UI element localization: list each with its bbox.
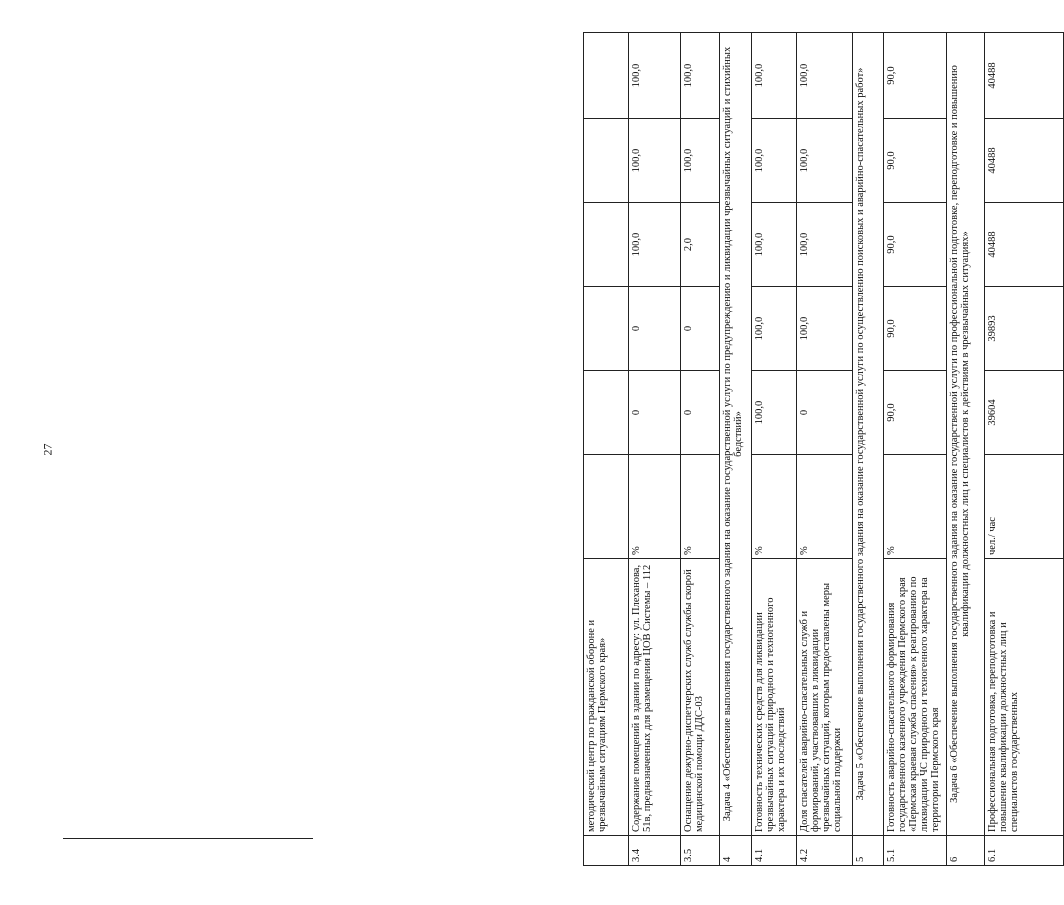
row-number: 4.1 bbox=[752, 836, 797, 866]
row-number: 5 bbox=[853, 836, 884, 866]
value-cell: 0 bbox=[797, 371, 853, 455]
value-cell: 40488 bbox=[985, 203, 1064, 287]
value-cell: 40488 bbox=[985, 119, 1064, 203]
indicator-name: Оснащение дежурно-диспетчерских служб службы скорой медицинской помощи ДДС-03 bbox=[681, 559, 720, 836]
unit-cell: % bbox=[681, 455, 720, 559]
value-cell: 100,0 bbox=[797, 287, 853, 371]
task-heading: Задача 4 «Обеспечение выполнения государственного задания на оказание государственной услуги по предупреждению и ликвидации чрезвычайных ситуаций и стихийных бедствий» bbox=[720, 33, 752, 836]
value-cell: 100,0 bbox=[629, 203, 681, 287]
value-cell: 100,0 bbox=[797, 119, 853, 203]
indicator-name: Доля спасателей аварийно-спасательных служб и формирований, участвовавших в ликвидации чрезвычайных ситуаций, которым предоставлены меры социальной поддержки bbox=[797, 559, 853, 836]
bottom-rule bbox=[63, 838, 313, 839]
table-row bbox=[884, 33, 947, 866]
row-number bbox=[584, 836, 629, 866]
value-cell: 100,0 bbox=[681, 119, 720, 203]
value-cell: 40488 bbox=[985, 33, 1064, 119]
value-cell: 90,0 bbox=[884, 371, 947, 455]
value-cell bbox=[584, 119, 629, 203]
table-row bbox=[797, 33, 853, 866]
task-heading: Задача 5 «Обеспечение выполнения государственного задания на оказание государственной услуги по осуществлению поисковых и аварийно-спасательных работ» bbox=[853, 33, 884, 836]
unit-cell: % bbox=[629, 455, 681, 559]
value-cell: 0 bbox=[629, 287, 681, 371]
task-row bbox=[720, 33, 752, 866]
indicator-table bbox=[583, 32, 1064, 866]
value-cell: 100,0 bbox=[752, 287, 797, 371]
value-cell: 0 bbox=[629, 371, 681, 455]
row-number: 3.5 bbox=[681, 836, 720, 866]
indicator-name: Готовность аварийно-спасательного формирования государственного казенного учреждения Пермского края «Пермская краевая служба спасения» к реагированию по ликвидации ЧС природного и техногенного характера на территории Пермского края bbox=[884, 559, 947, 836]
unit-cell: % bbox=[884, 455, 947, 559]
value-cell: 90,0 bbox=[884, 287, 947, 371]
value-cell: 0 bbox=[681, 287, 720, 371]
row-number: 4 bbox=[720, 836, 752, 866]
unit-cell bbox=[584, 455, 629, 559]
task-row bbox=[853, 33, 884, 866]
task-row bbox=[947, 33, 985, 866]
value-cell: 100,0 bbox=[629, 119, 681, 203]
indicator-name: методический центр по гражданской обороне и чрезвычайным ситуациям Пермского края» bbox=[584, 559, 629, 836]
unit-cell: чел./ час bbox=[985, 455, 1064, 559]
value-cell: 90,0 bbox=[884, 203, 947, 287]
value-cell: 100,0 bbox=[752, 33, 797, 119]
value-cell: 100,0 bbox=[752, 371, 797, 455]
table-row bbox=[584, 33, 629, 866]
value-cell: 100,0 bbox=[797, 203, 853, 287]
value-cell: 2,0 bbox=[681, 203, 720, 287]
value-cell: 100,0 bbox=[752, 119, 797, 203]
value-cell: 39893 bbox=[985, 287, 1064, 371]
indicator-name: Готовность технических средств для ликвидации чрезвычайных ситуаций природного и техногенного характера и их последствий bbox=[752, 559, 797, 836]
value-cell: 100,0 bbox=[752, 203, 797, 287]
row-number: 3.4 bbox=[629, 836, 681, 866]
value-cell bbox=[584, 287, 629, 371]
row-number: 6 bbox=[947, 836, 985, 866]
indicator-name: Профессиональная подготовка, переподготовка и повышение квалификации должностных лиц и специалистов государственных bbox=[985, 559, 1064, 836]
indicator-name: Содержание помещений в здании по адресу: ул. Плеханова, 51в, предназначенных для размещения ЦОВ Системы – 112 bbox=[629, 559, 681, 836]
value-cell bbox=[584, 203, 629, 287]
value-cell: 100,0 bbox=[797, 33, 853, 119]
page-number: 27 bbox=[40, 443, 55, 456]
row-number: 6.1 bbox=[985, 836, 1064, 866]
value-cell bbox=[584, 371, 629, 455]
row-number: 4.2 bbox=[797, 836, 853, 866]
table-body bbox=[584, 33, 1064, 866]
value-cell: 100,0 bbox=[681, 33, 720, 119]
task-heading: Задача 6 «Обеспечение выполнения государственного задания на оказание государственной услуги по профессиональной подготовке, переподготовке и повышению квалификации должностных лиц и специалистов к действиям в чрезвычайных ситуациях» bbox=[947, 33, 985, 836]
value-cell: 0 bbox=[681, 371, 720, 455]
rotated-table-container bbox=[583, 33, 1063, 866]
value-cell bbox=[584, 33, 629, 119]
table-row bbox=[629, 33, 681, 866]
unit-cell: % bbox=[752, 455, 797, 559]
table-row bbox=[681, 33, 720, 866]
row-number: 5.1 bbox=[884, 836, 947, 866]
value-cell: 39604 bbox=[985, 371, 1064, 455]
value-cell: 100,0 bbox=[629, 33, 681, 119]
table-row bbox=[752, 33, 797, 866]
value-cell: 90,0 bbox=[884, 33, 947, 119]
value-cell: 90,0 bbox=[884, 119, 947, 203]
table-row bbox=[985, 33, 1064, 866]
unit-cell: % bbox=[797, 455, 853, 559]
